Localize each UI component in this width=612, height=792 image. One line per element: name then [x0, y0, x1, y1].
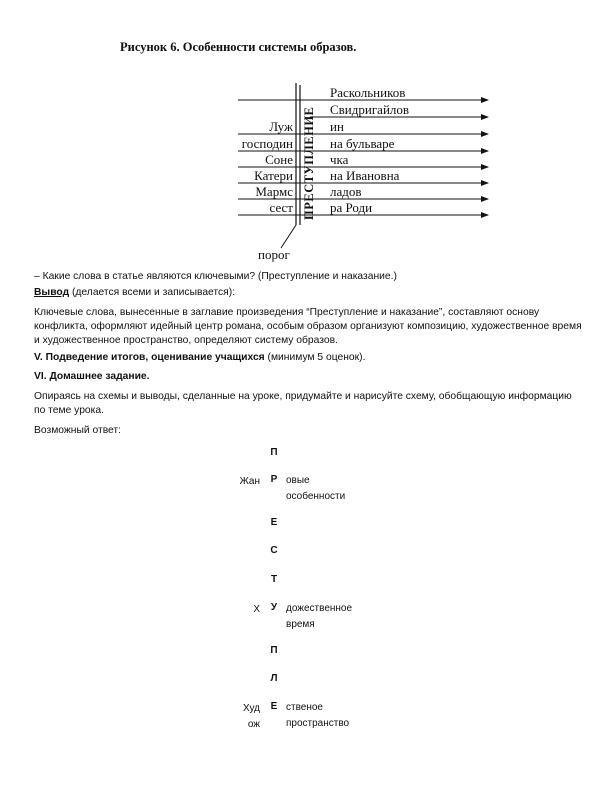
scheme-space-left: ож [247, 719, 260, 730]
scheme-space-right: ственое [286, 702, 323, 713]
scheme-letter: С [270, 545, 278, 556]
figure-row-left: господин [241, 136, 293, 151]
section5-note: (минимум 5 оценок). [264, 352, 366, 363]
conclusion-label: Вывод [34, 287, 70, 298]
figure-row-left: Луж [269, 119, 293, 134]
figure-row-left: сест [269, 200, 293, 215]
scheme-letter: Л [270, 673, 278, 684]
scheme-time-left: Х [253, 604, 260, 615]
scheme-space-left: Худ [243, 703, 260, 714]
question-text: – Какие слова в статье являются ключевыми? (Преступление и наказание.) [34, 271, 397, 282]
scheme-letter: П [270, 447, 278, 458]
figure-row-right: на Ивановна [330, 168, 400, 183]
figure-row-right: ин [330, 119, 344, 134]
scheme-time-right: дожественное [286, 603, 353, 614]
scheme-genre-right: особенности [286, 491, 346, 502]
threshold-label: порог [258, 247, 290, 262]
scheme-letter: Т [270, 574, 278, 585]
possible-answer-label: Возможный ответ: [34, 425, 122, 436]
threshold-pointer [281, 225, 296, 248]
figure-row-right: ра Роди [330, 200, 373, 215]
figure-row-right: Раскольников [330, 85, 406, 100]
figure-row-left: Соне [265, 152, 293, 167]
figure-row-left: Мармс [255, 184, 293, 199]
homework-text: Опираясь на схемы и выводы, сделанные на уроке, придумайте и нарисуйте схему, обобщающую информацию по теме урока. [34, 391, 572, 416]
scheme-letter: У [270, 602, 278, 613]
figure-row-right: Свидригайлов [330, 102, 410, 117]
vertical-word: ПРЕСТУПЛЕНИЕ [302, 106, 316, 220]
scheme-time-right: время [286, 619, 315, 630]
section5-heading [34, 351, 582, 365]
conclusion-text: Ключевые слова, вынесенные в заглавие произведения “Преступление и наказание”, составляют основу конфликта, оформляют идейный центр романа, особым образом организуют композицию, художественное время и художественное пространство, определяют систему образов. [34, 307, 582, 346]
figure-title: Рисунок 6. Особенности системы образов. [120, 40, 357, 54]
scheme-letter: Е [270, 517, 278, 528]
section5-title: V. Подведение итогов, оценивание учащихся [34, 352, 265, 363]
scheme-letter: Р [270, 474, 278, 485]
figure-row-right: ладов [330, 184, 362, 199]
scheme-space-right: пространство [286, 718, 350, 729]
figure-row-right: чка [330, 152, 349, 167]
scheme-letter: Е [270, 701, 278, 712]
section6-heading: VI. Домашнее задание. [34, 371, 150, 382]
figure-row-right: на бульваре [330, 136, 395, 151]
conclusion-label-rest: (делается всеми и записывается): [69, 287, 236, 298]
scheme-letter: П [270, 645, 278, 656]
conclusion-heading [34, 286, 582, 300]
scheme-genre-left: Жан [239, 476, 260, 487]
figure-row-left: Катери [254, 168, 293, 183]
scheme-genre-right: овые [286, 475, 310, 486]
